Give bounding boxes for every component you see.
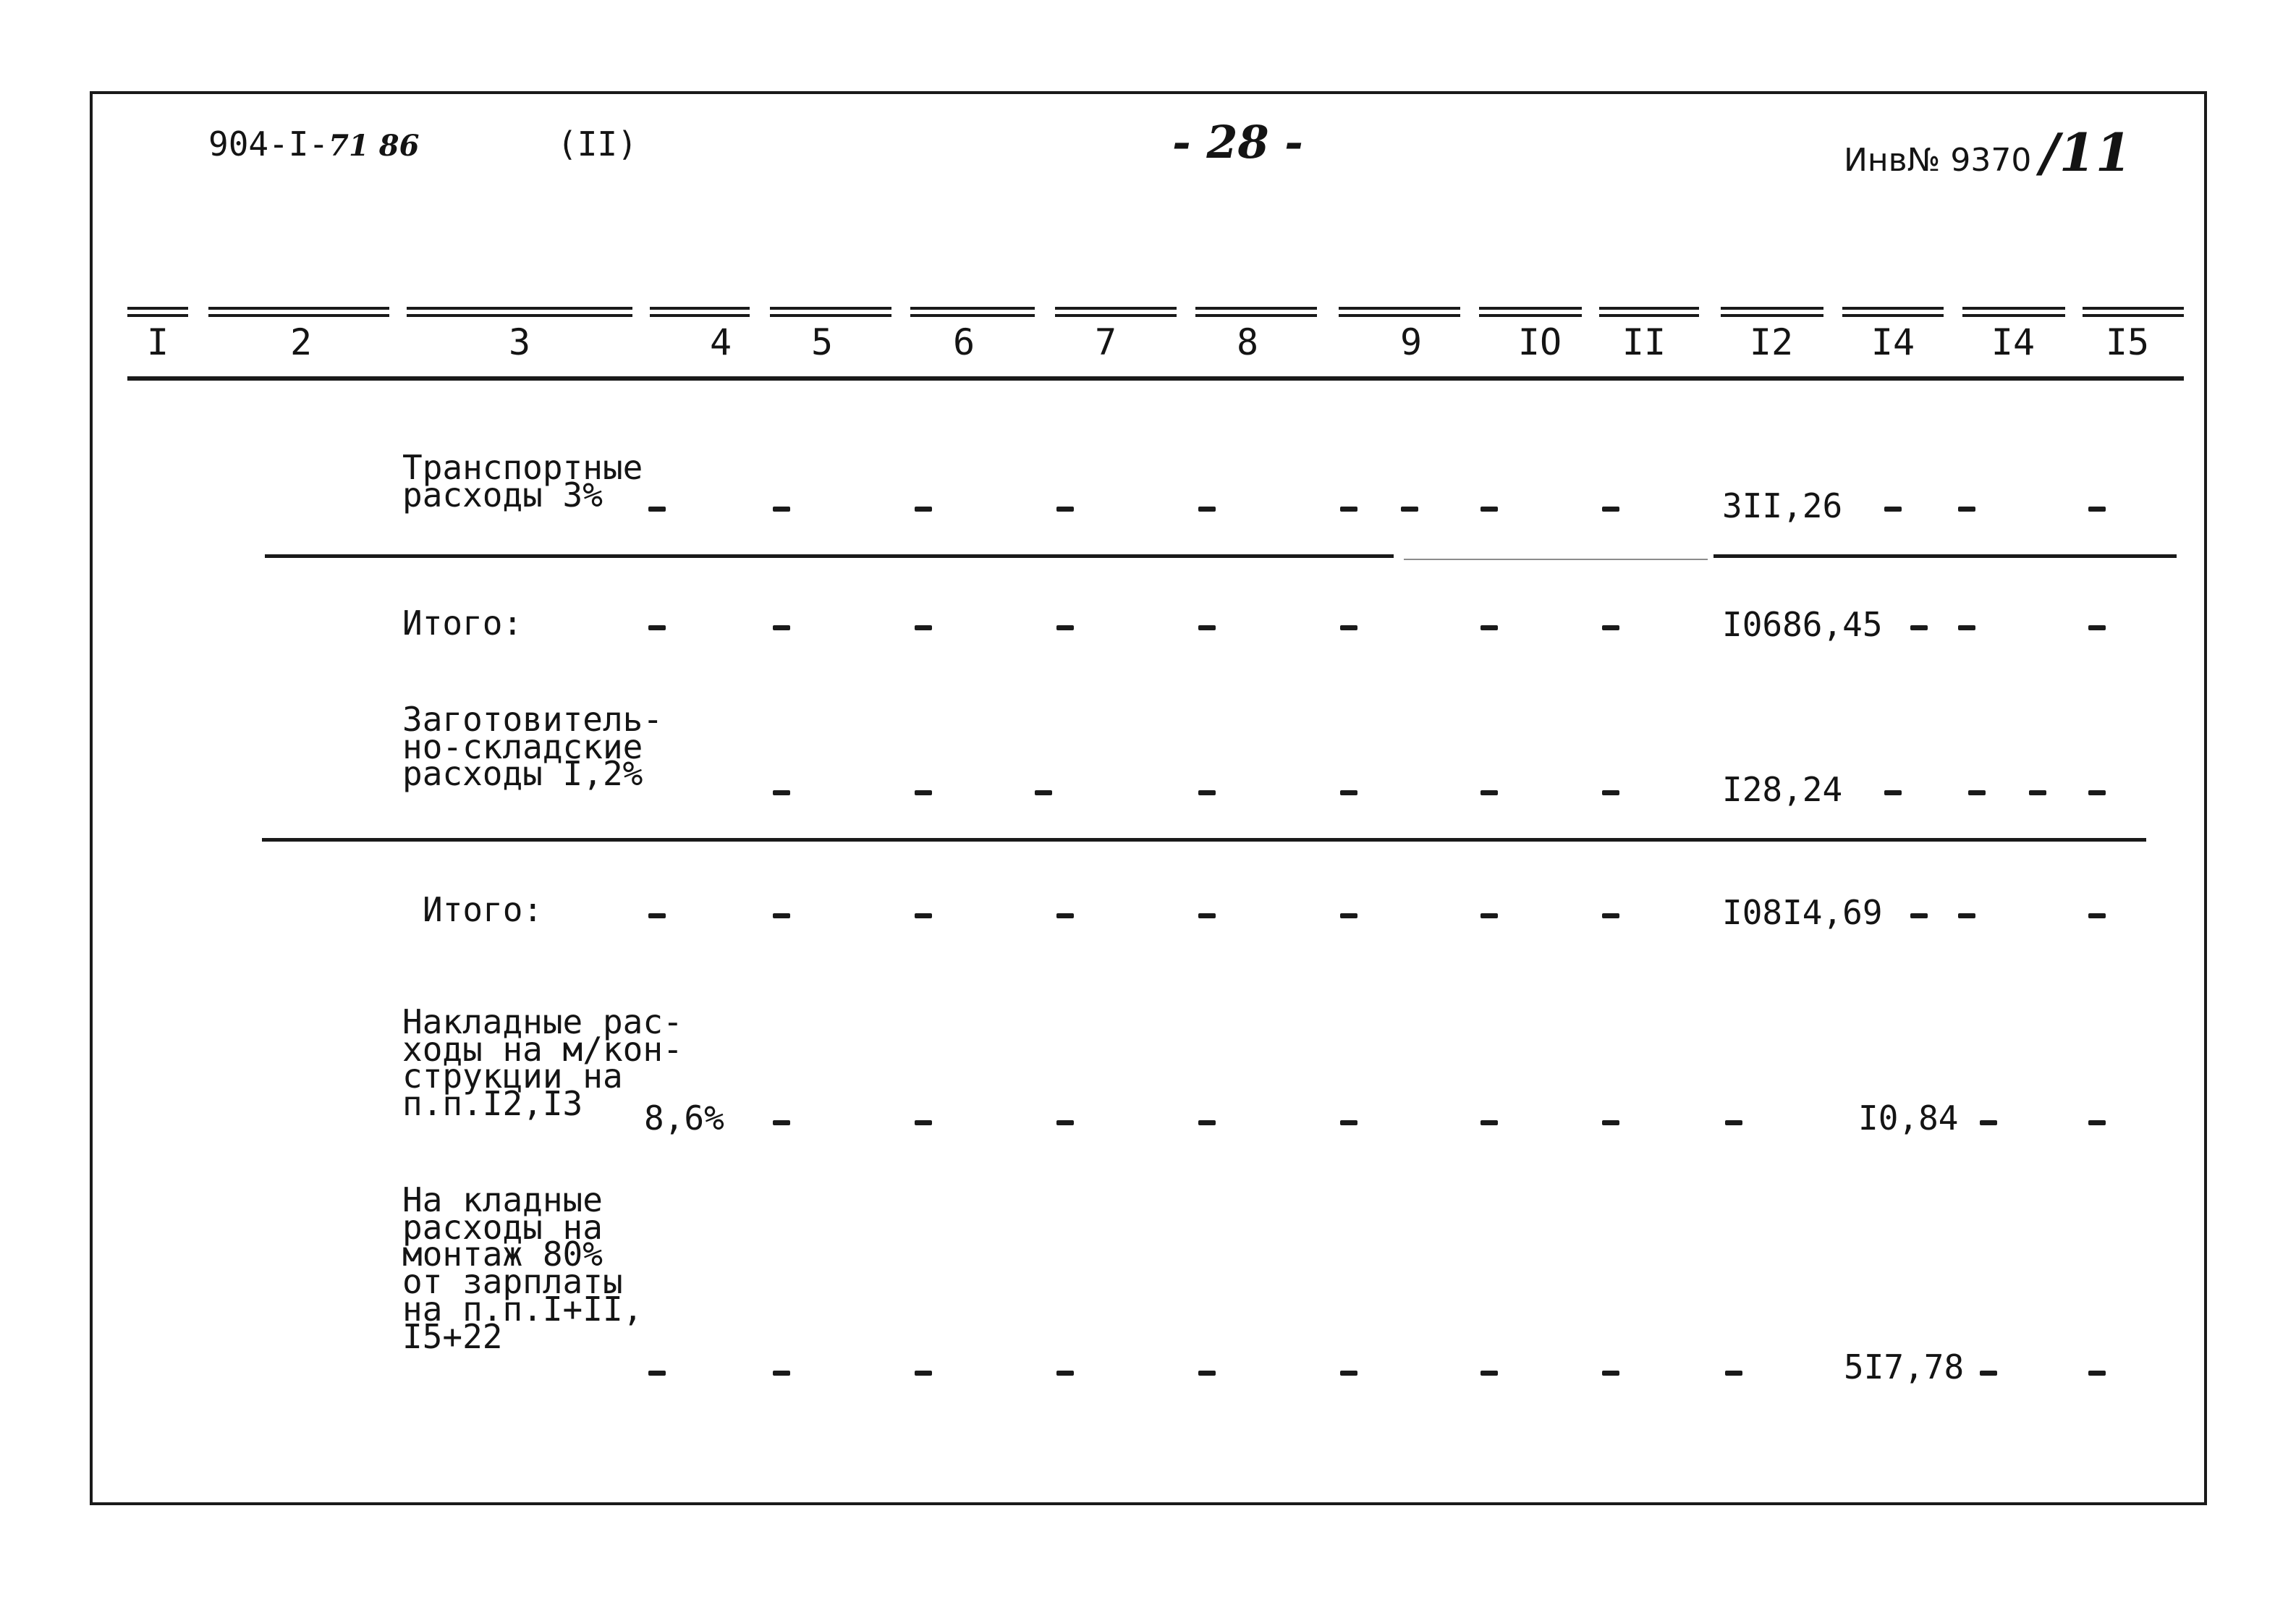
row-label: Накладные рас- ходы на м/кон- струкции на п.п.I2,I3 [402, 1002, 683, 1124]
empty-cell-dash [648, 625, 666, 630]
empty-cell-dash [773, 1120, 790, 1125]
row-amount: 3II,26 [1722, 486, 1843, 525]
empty-cell-dash [1401, 507, 1418, 512]
empty-cell-dash [1602, 1120, 1619, 1125]
subtotal-rule [1713, 554, 2177, 558]
column-number-14: I4 [1991, 321, 2036, 363]
empty-cell-dash [1725, 1371, 1742, 1376]
inventory-label: Инв№ 9370 [1844, 142, 2032, 179]
empty-cell-dash [773, 1371, 790, 1376]
empty-cell-dash [1884, 790, 1902, 795]
empty-cell-dash [1056, 507, 1074, 512]
empty-cell-dash [648, 1371, 666, 1376]
empty-cell-dash [773, 507, 790, 512]
empty-cell-dash [773, 913, 790, 918]
empty-cell-dash [1198, 1371, 1216, 1376]
column-rule [1842, 307, 1944, 317]
column-number-8: 8 [1236, 321, 1259, 363]
column-rule [407, 307, 632, 317]
empty-cell-dash [773, 625, 790, 630]
empty-cell-dash [1910, 913, 1928, 918]
empty-cell-dash [1980, 1371, 1997, 1376]
empty-cell-dash [915, 1371, 932, 1376]
empty-cell-dash [1980, 1120, 1997, 1125]
empty-cell-dash [2088, 507, 2106, 512]
empty-cell-dash [1056, 1371, 1074, 1376]
empty-cell-dash [915, 507, 932, 512]
doc-code-typed: 904-I- [208, 124, 329, 164]
column-number-13: I4 [1871, 321, 1915, 363]
empty-cell-dash [1480, 913, 1498, 918]
section-number: (II) [557, 124, 637, 164]
column-rule [127, 307, 188, 317]
empty-cell-dash [915, 625, 932, 630]
empty-cell-dash [1910, 625, 1928, 630]
empty-cell-dash [1035, 790, 1052, 795]
empty-cell-dash [1602, 790, 1619, 795]
page-number: - 28 - [1172, 116, 1303, 169]
column-number-4: 4 [709, 321, 732, 363]
empty-cell-dash [1958, 625, 1975, 630]
empty-cell-dash [915, 913, 932, 918]
column-rule [1479, 307, 1582, 317]
empty-cell-dash [1340, 625, 1357, 630]
column-number-5: 5 [810, 321, 834, 363]
empty-cell-dash [1602, 1371, 1619, 1376]
empty-cell-dash [915, 790, 932, 795]
empty-cell-dash [1602, 625, 1619, 630]
column-rule [1339, 307, 1460, 317]
empty-cell-dash [1056, 1120, 1074, 1125]
empty-cell-dash [1340, 913, 1357, 918]
empty-cell-dash [1198, 913, 1216, 918]
empty-cell-dash [1340, 1120, 1357, 1125]
empty-cell-dash [1056, 625, 1074, 630]
row-label: Итого: [423, 890, 543, 929]
empty-cell-dash [1602, 913, 1619, 918]
column-rule [208, 307, 389, 317]
empty-cell-dash [1958, 507, 1975, 512]
column-rule [1055, 307, 1177, 317]
row-amount: I08I4,69 [1722, 893, 1883, 932]
empty-cell-dash [1958, 913, 1975, 918]
column-number-12: I2 [1749, 321, 1794, 363]
subtotal-rule [1404, 559, 1708, 560]
empty-cell-dash [1725, 1120, 1742, 1125]
empty-cell-dash [1480, 1120, 1498, 1125]
empty-cell-dash [1198, 790, 1216, 795]
column-number-15: I5 [2105, 321, 2150, 363]
column-rule [650, 307, 750, 317]
row-percent: 8,6% [644, 1099, 724, 1138]
inventory-handwritten: /11 [2040, 122, 2132, 183]
empty-cell-dash [2088, 1120, 2106, 1125]
empty-cell-dash [2088, 1371, 2106, 1376]
empty-cell-dash [1480, 507, 1498, 512]
column-rule [1195, 307, 1317, 317]
column-rule [910, 307, 1035, 317]
row-amount: I28,24 [1722, 770, 1843, 809]
empty-cell-dash [1480, 1371, 1498, 1376]
empty-cell-dash [2088, 625, 2106, 630]
empty-cell-dash [773, 790, 790, 795]
row-label: Транспортные расходы 3% [402, 448, 643, 515]
inventory-number [1844, 122, 2132, 183]
column-number-10: IO [1517, 321, 1562, 363]
column-rule [1599, 307, 1699, 317]
empty-cell-dash [1340, 1371, 1357, 1376]
row-amount: I0686,45 [1722, 605, 1883, 644]
row-amount: 5I7,78 [1844, 1347, 1965, 1387]
empty-cell-dash [1968, 790, 1986, 795]
empty-cell-dash [1340, 507, 1357, 512]
empty-cell-dash [1198, 1120, 1216, 1125]
empty-cell-dash [1480, 625, 1498, 630]
empty-cell-dash [1480, 790, 1498, 795]
empty-cell-dash [2088, 790, 2106, 795]
empty-cell-dash [915, 1120, 932, 1125]
empty-cell-dash [648, 913, 666, 918]
column-number-7: 7 [1094, 321, 1117, 363]
empty-cell-dash [1198, 507, 1216, 512]
column-rule [2083, 307, 2184, 317]
column-number-11: II [1622, 321, 1666, 363]
doc-code [208, 124, 419, 164]
column-rule [1721, 307, 1823, 317]
empty-cell-dash [1198, 625, 1216, 630]
row-label: На кладные расходы на монтаж 80% от зарплаты на п.п.I+II, I5+22 [402, 1180, 643, 1356]
empty-cell-dash [2029, 790, 2046, 795]
column-number-2: 2 [289, 321, 313, 363]
doc-code-handwritten: 71 86 [329, 129, 420, 163]
empty-cell-dash [648, 507, 666, 512]
subtotal-rule [262, 838, 2146, 842]
column-number-9: 9 [1399, 321, 1423, 363]
empty-cell-dash [1884, 507, 1902, 512]
row-label: Итого: [402, 604, 523, 643]
empty-cell-dash [1056, 913, 1074, 918]
empty-cell-dash [1340, 790, 1357, 795]
column-number-1: I [146, 321, 169, 363]
row-amount: I0,84 [1858, 1099, 1959, 1138]
empty-cell-dash [2088, 913, 2106, 918]
column-number-6: 6 [952, 321, 975, 363]
column-number-3: 3 [508, 321, 531, 363]
column-rule [770, 307, 891, 317]
column-rule [1962, 307, 2065, 317]
empty-cell-dash [1602, 507, 1619, 512]
subtotal-rule [265, 554, 1394, 558]
header-bottom-rule [127, 376, 2184, 381]
row-label: Заготовитель- но-складские расходы I,2% [402, 700, 664, 794]
